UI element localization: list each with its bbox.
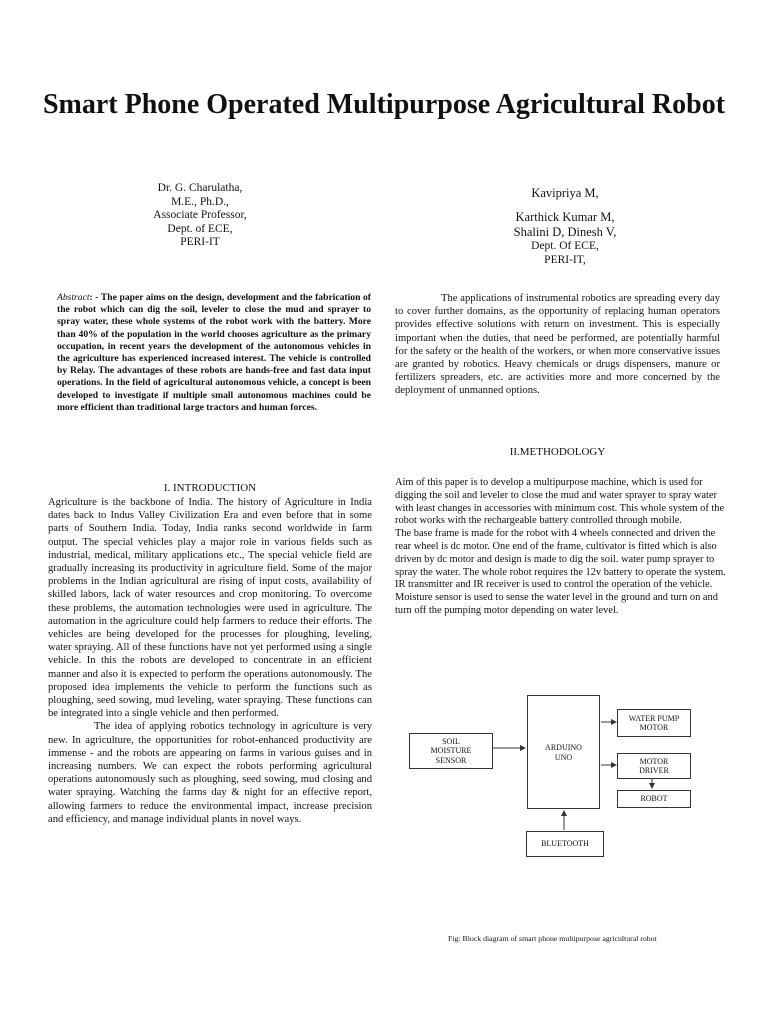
- bluetooth-block: BLUETOOTH: [526, 831, 604, 857]
- author-line: Associate Professor,: [153, 209, 247, 221]
- water-pump-motor-block: [617, 709, 691, 737]
- coauthor-line: Shalini D, Dinesh V,: [513, 225, 617, 239]
- methodology-paragraph-2: The base frame is made for the robot with 4 wheels connected and driven the rear wheel is dc motor. One end of the frame, cultivator is fitted which is also driven by dc motor and design is made to dig the soil. water pump sprayer to spray the water. The whole robot requires the 12v battery to operate the system. IR transmitter and IR receiver is used to control the operation of the vehicle. Moisture sensor is used to sense the water level in the ground and turn on and turn off the pumping motor depending on water level.: [395, 528, 726, 616]
- introduction-paragraph-2: The idea of applying robotics technology in agriculture is very new. In agriculture, the opportunities for robot-enhanced productivity are immense - and the robots are appearing on farms in various guises and in increasing numbers. We can expect the robots performing agricultural operations autonomously such as ploughing, seed sowing, mud closing and water spraying. Watching the farms day & night for an effective report, allowing farmers to reduce the environmental impact, increase precision and efficiency, and manage individual plants in novel ways.: [48, 721, 372, 825]
- motor-driver-block: [617, 753, 691, 779]
- abstract-separator: : -: [89, 292, 101, 303]
- block-label: UNO: [554, 752, 573, 762]
- author-block-2: [450, 186, 680, 267]
- block-label: MOTOR: [639, 756, 669, 766]
- author-line: M.E., Ph.D.,: [171, 195, 229, 208]
- block-label: ARDUINO: [545, 743, 582, 752]
- introduction-heading: I. INTRODUCTION: [163, 482, 257, 494]
- methodology-paragraph-1: Aim of this paper is to develop a multipurpose machine, which is used for digging the soil and leveler to close the mud and water sprayer to spray water with least changes in accessories with minimum cost. This whole system of the robot works with the rechargeable battery controlled through mobile.: [395, 477, 725, 527]
- introduction-paragraph-1: Agriculture is the backbone of India. The history of Agriculture in India dates back to Indus Valley Civilization Era and even before that in some parts of Southern India. Today, India ranks second worldwide in farm output. The special vehicles play a major role in various fields such as industrial, medical, military applications etc., The special vehicle field are gradually increasing its productivity in agriculture field. Some of the major problems in the Indian agricultural are rising of input costs, availability of skilled labors, lack of water resources and crop monitoring. To overcome these problems, the automation technologies were used in agriculture. The automation in the agriculture could help farmers to reduce their efforts. The vehicles are being developed for the processes for ploughing, leveling, water spraying. All of these functions have not yet performed using a single vehicle. In this the robots are developed to concentrate in an efficient manner and also it is expected to perform the operations autonomously. The proposed idea implements the vehicle to perform the functions such as ploughing, seed sowing, mud leveling, water spraying. These functions can be integrated into a single vehicle and then performed.: [48, 497, 372, 720]
- soil-moisture-sensor-block: [409, 733, 493, 769]
- abstract-text: The paper aims on the design, development and the fabrication of the robot which can dig the soil, leveler to close the mud and sprayer to spray water, these whole systems of the robot work with the battery. More than 40% of the population in the world chooses agriculture as the primary occupation, in recent years the development of the autonomous vehicles in the agriculture has experienced increased interest. The vehicle is controlled by Relay. The advantages of these robots are hands-free and fast data input operations. In the field of agricultural autonomous vehicle, a concept is been developed to investigate if multiple small autonomous machines could be more efficient than traditional large tractors and human forces.: [57, 292, 371, 413]
- affiliation-line: PERI-IT,: [544, 253, 586, 266]
- coauthor-line: Karthick Kumar M,: [515, 210, 615, 224]
- abstract-label: Abstract: [57, 292, 90, 303]
- affiliation-line: Dept. Of ECE,: [531, 240, 599, 252]
- author-name: Kavipriya M,: [531, 186, 599, 200]
- arduino-uno-block: [527, 695, 600, 809]
- methodology-column: [395, 477, 728, 618]
- abstract: [57, 292, 371, 414]
- author-block-1: [130, 182, 270, 250]
- block-label: SOIL: [442, 736, 460, 746]
- author-line: PERI-IT: [180, 236, 220, 248]
- methodology-heading: II.METHODOLOGY: [509, 446, 606, 458]
- figure-caption: Fig: Block diagram of smart phone multipurpose agricultural robot: [448, 934, 657, 943]
- block-diagram: [395, 695, 745, 865]
- block-label: MOISTURE: [430, 746, 472, 756]
- introduction-column: [48, 482, 372, 826]
- block-label: DRIVER: [639, 766, 669, 775]
- block-label: SENSOR: [435, 755, 467, 765]
- author-line: Dr. G. Charulatha,: [157, 182, 243, 194]
- author-line: Dept. of ECE,: [167, 222, 233, 235]
- block-label: MOTOR: [639, 723, 669, 732]
- right-intro-paragraph: The applications of instrumental robotics are spreading every day to cover further domains, as the opportunity of replacing human operators provides effective solutions with return on investment. This is especially important when the duties, that need be performed, are potentially harmful for the safety or the health of the workers, or when more conservative issues are granted by robotics. Heavy chemicals or drugs dispensers, manure or fertilizers spreaders, etc. are activities more and more concerned by the deployment of unmanned options.: [395, 293, 720, 397]
- robot-block: ROBOT: [617, 790, 691, 808]
- right-intro-column: [395, 292, 720, 398]
- paper-title: Smart Phone Operated Multipurpose Agricultural Robot: [42, 89, 726, 120]
- block-label: WATER PUMP: [628, 713, 680, 723]
